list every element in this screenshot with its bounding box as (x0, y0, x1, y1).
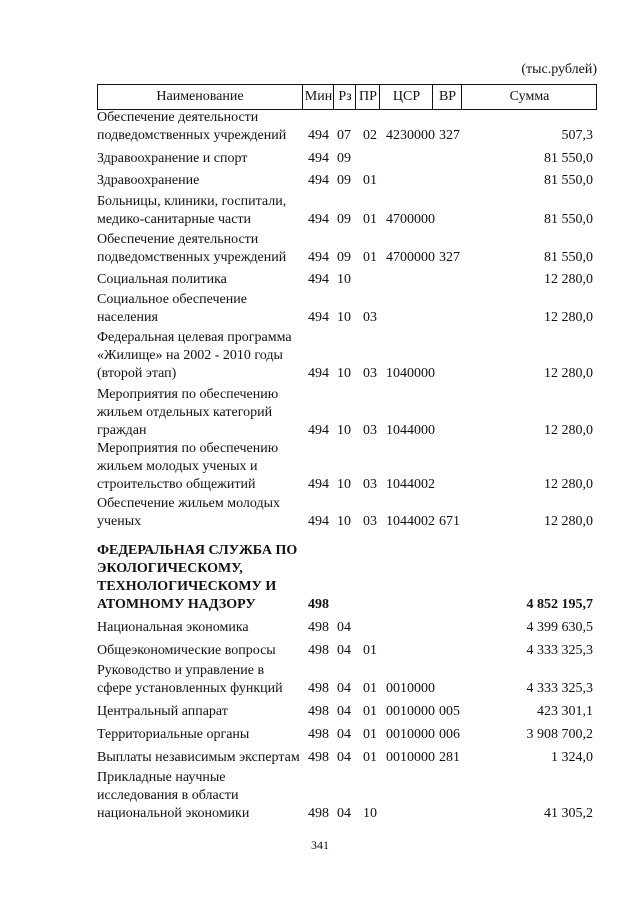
units-label: (тыс.рублей) (521, 62, 597, 77)
row-vr: 327 (439, 250, 460, 265)
table-row (97, 749, 597, 767)
row-sum: 4 399 630,5 (526, 620, 593, 635)
row-rz: 04 (337, 806, 351, 821)
table-row (97, 769, 597, 823)
row-name: Прикладные научные исследования в области национальной экономики (97, 770, 250, 821)
row-csr: 1044002 (386, 477, 435, 492)
row-name: Руководство и управление в сфере установленных функций (97, 663, 283, 696)
row-pr: 03 (363, 366, 377, 381)
row-rz: 10 (337, 272, 351, 287)
table-row (97, 231, 597, 267)
row-min: 494 (308, 173, 329, 188)
row-min: 498 (308, 806, 329, 821)
row-rz: 04 (337, 704, 351, 719)
row-name: Здравоохранение (97, 173, 200, 188)
row-pr: 03 (363, 514, 377, 529)
row-csr: 4700000 (386, 212, 435, 227)
header-pr: ПР (355, 85, 380, 109)
row-name: Социальная политика (97, 272, 227, 287)
row-rz: 09 (337, 151, 351, 166)
row-min: 494 (308, 250, 329, 265)
row-sum: 507,3 (561, 128, 593, 143)
row-sum: 423 301,1 (537, 704, 593, 719)
table-row (97, 495, 597, 531)
row-rz: 10 (337, 310, 351, 325)
row-rz: 04 (337, 643, 351, 658)
row-rz: 09 (337, 173, 351, 188)
row-name: ФЕДЕРАЛЬНАЯ СЛУЖБА ПО ЭКОЛОГИЧЕСКОМУ, ТЕХНОЛОГИЧЕСКОМУ И АТОМНОМУ НАДЗОРУ (97, 543, 298, 612)
row-min: 494 (308, 310, 329, 325)
row-min: 494 (308, 128, 329, 143)
row-pr: 01 (363, 212, 377, 227)
row-csr: 0010000 (386, 727, 435, 742)
row-csr: 4230000 (386, 128, 435, 143)
table-row (97, 329, 597, 383)
row-rz: 10 (337, 477, 351, 492)
row-min: 498 (308, 704, 329, 719)
table-row (97, 193, 597, 229)
row-csr: 1044002 (386, 514, 435, 529)
row-pr: 03 (363, 310, 377, 325)
row-sum: 4 333 325,3 (526, 643, 593, 658)
row-name: Национальная экономика (97, 620, 249, 635)
row-csr: 0010000 (386, 750, 435, 765)
row-min: 498 (308, 620, 329, 635)
row-pr: 03 (363, 477, 377, 492)
row-sum: 12 280,0 (544, 477, 593, 492)
row-sum: 81 550,0 (544, 173, 593, 188)
row-pr: 01 (363, 750, 377, 765)
row-min: 494 (308, 212, 329, 227)
row-name: Центральный аппарат (97, 704, 228, 719)
row-min: 494 (308, 272, 329, 287)
row-name: Обеспечение деятельности подведомственных учреждений (97, 110, 287, 143)
table-row (97, 662, 597, 698)
table-row (97, 291, 597, 327)
header-vr: ВР (432, 85, 462, 109)
row-min: 494 (308, 423, 329, 438)
row-min: 498 (308, 597, 329, 612)
row-min: 498 (308, 643, 329, 658)
row-sum: 12 280,0 (544, 310, 593, 325)
row-csr: 0010000 (386, 681, 435, 696)
row-sum: 12 280,0 (544, 423, 593, 438)
row-pr: 01 (363, 727, 377, 742)
row-rz: 07 (337, 128, 351, 143)
table-row (97, 271, 597, 289)
row-min: 494 (308, 514, 329, 529)
table-row (97, 619, 597, 637)
header-min: Мин (302, 85, 334, 109)
row-sum: 12 280,0 (544, 366, 593, 381)
table-row (97, 109, 597, 145)
row-min: 498 (308, 727, 329, 742)
row-sum: 12 280,0 (544, 514, 593, 529)
row-name: Общеэкономические вопросы (97, 643, 276, 658)
page-number: 341 (311, 838, 329, 852)
row-name: Обеспечение деятельности подведомственных учреждений (97, 232, 287, 265)
row-name: Социальное обеспечение населения (97, 292, 247, 325)
row-name: Территориальные органы (97, 727, 250, 742)
row-name: Мероприятия по обеспечению жильем отдельных категорий граждан (97, 387, 279, 438)
row-sum: 4 333 325,3 (526, 681, 593, 696)
row-rz: 10 (337, 423, 351, 438)
table-header (97, 84, 597, 110)
header-name: Наименование (156, 89, 244, 104)
table-row (97, 172, 597, 190)
row-vr: 671 (439, 514, 460, 529)
row-rz: 04 (337, 681, 351, 696)
row-sum: 81 550,0 (544, 151, 593, 166)
row-pr: 01 (363, 173, 377, 188)
row-csr: 1044000 (386, 423, 435, 438)
header-csr: ЦСР (379, 85, 433, 109)
row-rz: 09 (337, 250, 351, 265)
row-rz: 09 (337, 212, 351, 227)
row-min: 494 (308, 477, 329, 492)
table-row (97, 440, 597, 494)
row-sum: 81 550,0 (544, 212, 593, 227)
row-csr: 4700000 (386, 250, 435, 265)
row-rz: 04 (337, 620, 351, 635)
row-min: 498 (308, 750, 329, 765)
table-row (97, 386, 597, 440)
row-vr: 281 (439, 750, 460, 765)
row-min: 498 (308, 681, 329, 696)
row-vr: 327 (439, 128, 460, 143)
row-csr: 0010000 (386, 704, 435, 719)
table-row (97, 642, 597, 660)
row-pr: 01 (363, 250, 377, 265)
row-pr: 10 (363, 806, 377, 821)
row-name: Выплаты независимым экспертам (97, 750, 300, 765)
table-row (97, 542, 597, 614)
row-name: Здравоохранение и спорт (97, 151, 248, 166)
row-vr: 005 (439, 704, 460, 719)
row-sum: 3 908 700,2 (526, 727, 593, 742)
row-rz: 04 (337, 750, 351, 765)
table-row (97, 703, 597, 721)
row-pr: 01 (363, 681, 377, 696)
row-name: Мероприятия по обеспечению жильем молодых ученых и строительство общежитий (97, 441, 279, 492)
row-name: Федеральная целевая программа «Жилище» на 2002 - 2010 годы (второй этап) (97, 330, 292, 381)
table-row (97, 726, 597, 744)
row-name: Обеспечение жильем молодых ученых (97, 496, 281, 529)
row-name: Больницы, клиники, госпитали, медико-санитарные части (97, 194, 287, 227)
row-rz: 10 (337, 366, 351, 381)
row-sum: 12 280,0 (544, 272, 593, 287)
row-vr: 006 (439, 727, 460, 742)
row-pr: 01 (363, 704, 377, 719)
row-rz: 04 (337, 727, 351, 742)
row-sum: 1 324,0 (551, 750, 593, 765)
row-pr: 02 (363, 128, 377, 143)
row-sum: 4 852 195,7 (526, 597, 593, 612)
row-pr: 01 (363, 643, 377, 658)
row-pr: 03 (363, 423, 377, 438)
row-rz: 10 (337, 514, 351, 529)
row-min: 494 (308, 151, 329, 166)
row-sum: 81 550,0 (544, 250, 593, 265)
row-sum: 41 305,2 (544, 806, 593, 821)
header-sum: Сумма (461, 85, 597, 109)
table-row (97, 150, 597, 168)
row-csr: 1040000 (386, 366, 435, 381)
row-min: 494 (308, 366, 329, 381)
header-rz: Рз (333, 85, 356, 109)
